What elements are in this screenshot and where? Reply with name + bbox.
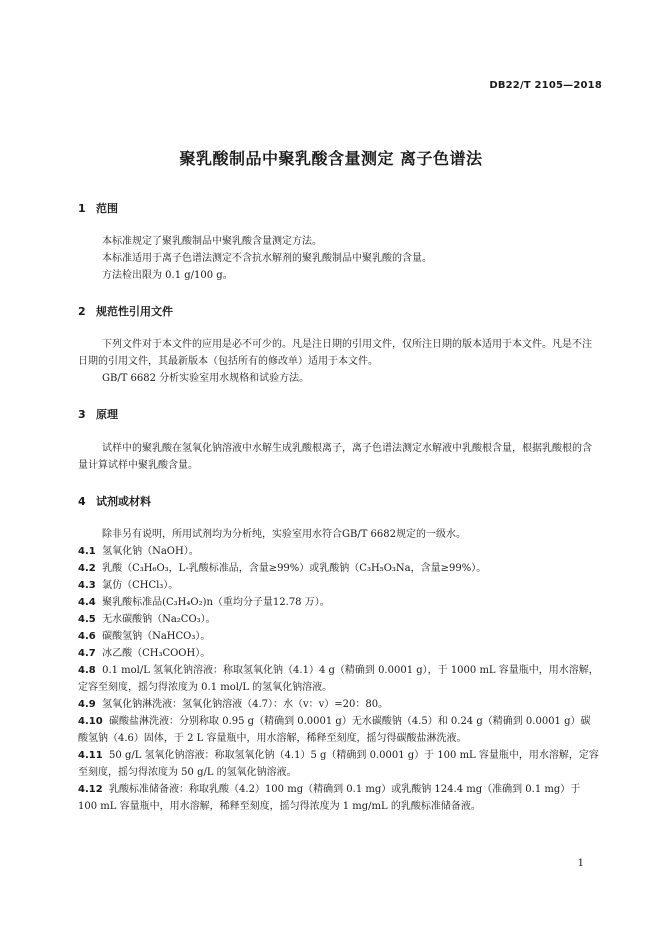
section-number: 2 [78, 305, 86, 318]
section-heading-normative-references [78, 303, 173, 319]
reagent-item [78, 611, 600, 628]
reagent-item [78, 628, 600, 645]
item-text: 乳酸标准储备液：称取乳酸（4.2）100 mg（精确到 0.1 mg）或乳酸钠 124.4 mg（准确到 0.1 mg）于 100 mL 容量瓶中，用水溶解，稀释至刻度，摇匀得浓度为 1 mg/mL 的乳酸标准储备液。 [78, 784, 581, 812]
section-number: 4 [78, 495, 86, 508]
section-title: 规范性引用文件 [96, 305, 173, 318]
reagent-item [78, 747, 600, 781]
item-text: 乳酸（C₃H₆O₃，L-乳酸标准品，含量≥99%）或乳酸钠（C₃H₅O₃Na，含量≥99%）。 [102, 563, 487, 574]
section-title: 试剂或材料 [96, 495, 151, 508]
section-heading-principle [78, 406, 118, 422]
section-heading-scope [78, 200, 118, 216]
item-number: 4.11 [78, 750, 103, 761]
reagent-item [78, 696, 600, 713]
item-number: 4.2 [78, 563, 96, 574]
reagent-item [78, 662, 600, 696]
scope-paragraph: 本标准适用于离子色谱法测定不含抗水解剂的聚乳酸制品中聚乳酸的含量。 [102, 253, 432, 264]
item-number: 4.6 [78, 631, 96, 642]
reagent-item [78, 713, 600, 747]
item-number: 4.4 [78, 597, 96, 608]
item-text: 0.1 mol/L 氢氧化钠溶液：称取氢氧化钠（4.1）4 g（精确到 0.0001 g），于 1000 mL 容量瓶中，用水溶解，定容至刻度，摇匀得浓度为 0.1 mol/L 的氢氧化钠溶液。 [78, 665, 599, 693]
reagent-item [78, 560, 600, 577]
scope-paragraph: 本标准规定了聚乳酸制品中聚乳酸含量测定方法。 [102, 236, 322, 247]
reference-item: GB/T 6682 分析实验室用水规格和试验方法。 [102, 373, 310, 384]
item-text: 聚乳酸标准品(C₃H₄O₂)n（重均分子量12.78 万）。 [102, 597, 330, 608]
item-number: 4.8 [78, 665, 96, 676]
item-text: 冰乙酸（CH₃COOH）。 [102, 648, 211, 659]
reagent-item [78, 645, 600, 662]
item-number: 4.9 [78, 699, 96, 710]
item-text: 50 g/L 氢氧化钠溶液：称取氢氧化钠（4.1）5 g（精确到 0.0001 g）于 100 mL 容量瓶中，用水溶解，定容至刻度，摇匀得浓度为 50 g/L 的氢氧化钠溶液。 [78, 750, 599, 778]
reagent-item [78, 781, 600, 815]
reagent-item [78, 577, 600, 594]
item-text: 无水碳酸钠（Na₂CO₃）。 [102, 614, 216, 625]
reagent-item [78, 594, 600, 611]
item-number: 4.7 [78, 648, 96, 659]
section-number: 3 [78, 408, 86, 421]
item-text: 碳酸氢钠（NaHCO₃）。 [102, 631, 211, 642]
item-text: 氢氧化钠淋洗液：氢氧化钠溶液（4.7）：水（v：v）=20：80。 [102, 699, 389, 710]
reagents-intro: 除非另有说明，所用试剂均为分析纯，实验室用水符合GB/T 6682规定的一级水。 [102, 529, 467, 540]
item-text: 碳酸盐淋洗液：分别称取 0.95 g（精确到 0.0001 g）无水碳酸钠（4.5）和 0.24 g（精确到 0.0001 g）碳酸氢钠（4.6）固体，于 2 L 容量瓶中，用水溶解，稀释至刻度，摇匀得碳酸盐淋洗液。 [78, 716, 591, 744]
page-number: 1 [577, 858, 584, 869]
standard-code: DB22/T 2105—2018 [489, 80, 602, 91]
section-heading-reagents [78, 493, 151, 509]
scope-paragraph: 方法检出限为 0.1 g/100 g。 [102, 270, 233, 281]
item-number: 4.3 [78, 580, 96, 591]
item-number: 4.12 [78, 784, 103, 795]
references-paragraph: 下列文件对于本文件的应用是必不可少的。凡是注日期的引用文件，仅所注日期的版本适用于本文件。凡是不注日期的引用文件，其最新版本（包括所有的修改单）适用于本文件。 [78, 339, 592, 367]
section-title: 范围 [96, 202, 118, 215]
reagent-item [78, 543, 600, 560]
document-title: 聚乳酸制品中聚乳酸含量测定 离子色谱法 [179, 149, 483, 168]
item-number: 4.1 [78, 546, 96, 557]
section-title: 原理 [96, 408, 118, 421]
principle-paragraph: 试样中的聚乳酸在氢氧化钠溶液中水解生成乳酸根离子，离子色谱法测定水解液中乳酸根含量，根据乳酸根的含量计算试样中聚乳酸含量。 [78, 443, 592, 471]
item-number: 4.5 [78, 614, 96, 625]
item-number: 4.10 [78, 716, 103, 727]
section-number: 1 [78, 202, 86, 215]
item-text: 氢氧化钠（NaOH）。 [102, 546, 199, 557]
item-text: 氯仿（CHCl₃）。 [102, 580, 179, 591]
